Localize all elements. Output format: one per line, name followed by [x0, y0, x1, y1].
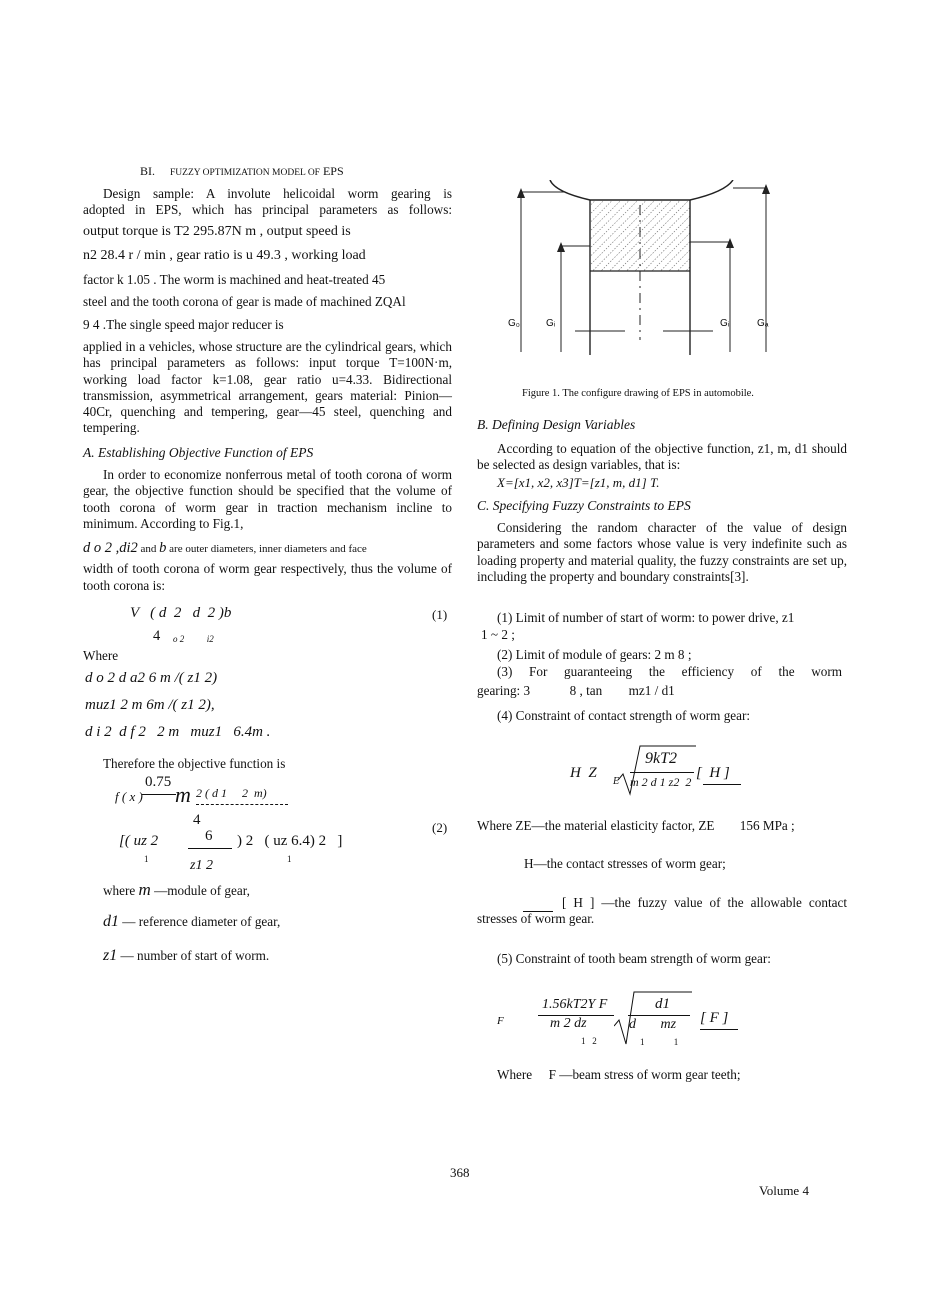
- diameter-symbols: d o 2 ,di2: [83, 540, 138, 556]
- width-symbol: b: [159, 540, 167, 556]
- underline: [700, 1029, 738, 1030]
- constraint-1: (1) Limit of number of start of worm: to power drive, z1: [497, 610, 795, 625]
- section-heading: [140, 164, 344, 179]
- figure-label-gi: Gᵢ: [546, 318, 556, 329]
- text: and: [137, 543, 160, 555]
- line: steel and the tooth corona of gear is made of machined ZQAl: [83, 294, 406, 310]
- text: width of tooth corona of worm gear respectively, thus the volume of tooth corona is:: [83, 561, 452, 593]
- figure-label-ga: Gₐ: [757, 318, 769, 329]
- contact-eq-rhs: [ H ]: [696, 765, 730, 781]
- subsection-a-heading: A. Establishing Objective Function of EPS: [83, 445, 314, 460]
- equation-2-denominator: 4: [193, 812, 201, 828]
- section-title: FUZZY OPTIMIZATION MODEL OF: [170, 168, 320, 178]
- constraint-1-range: 1 ~ 2 ;: [481, 627, 515, 642]
- text: are outer diameters, inner diameters and face: [166, 543, 367, 555]
- equation-2-sub1: 1: [144, 854, 149, 864]
- where-ze: Where ZE—the material elasticity factor, ZE 156 MPa ;: [477, 818, 795, 833]
- where-sigma-f: Where F —beam stress of worm gear teeth;: [497, 1067, 741, 1082]
- fraction-bar: [142, 794, 176, 795]
- where-sigma-h: H—the contact stresses of worm gear;: [524, 856, 726, 871]
- worm-gear-figure: [505, 180, 795, 380]
- line: Design sample: A involute helicoidal worm gearing is: [103, 186, 452, 201]
- definition-paragraph: [83, 540, 452, 594]
- constraint-3-range: gearing: 3 8 , tan mz1 / d1: [477, 683, 675, 698]
- equation-1-subscripts: o 2 i2: [173, 634, 214, 644]
- underline: [703, 784, 741, 785]
- contact-eq-lhs: H Z: [570, 765, 597, 781]
- equation-2-line3a: [( uz 2: [119, 833, 159, 849]
- design-vector: X=[x1, x2, x3]T=[z1, m, d1] T.: [497, 475, 660, 490]
- contact-eq-num: 9kT2: [645, 750, 677, 767]
- fraction-bar: [628, 1015, 690, 1016]
- application-paragraph: applied in a vehicles, whose structure are the cylindrical gears, which has principal parameters as follows: input torque T=100N·m, working load factor k=1.08, gear ratio u=4.33. Bidirectional transmission, asymmetrical arrangement, gears material: Pinion—40Cr, quenching and tempering, gear—45 steel, quenching and tempering.: [83, 339, 452, 436]
- beam-eq-num2: d1: [655, 996, 670, 1012]
- subsection-c-heading: C. Specifying Fuzzy Constraints to EPS: [477, 498, 691, 513]
- constraint-4: (4) Constraint of contact strength of worm gear:: [497, 708, 751, 723]
- equation-2-sub2: 1: [287, 854, 292, 864]
- equation-1-line2: 4: [153, 628, 161, 644]
- equation-2-tail: 2 ( d 1 2 m): [196, 786, 267, 800]
- line: n2 28.4 r / min , gear ratio is u 49.3 , working load: [83, 247, 366, 263]
- objective-paragraph: In order to economize nonferrous metal of tooth corona of worm gear, the objective function should be specified that the volume of tooth corona of worm gear in traction mechanism incline to minimum. According to Fig.1,: [83, 467, 452, 531]
- equation-line: d i 2 d f 2 2 m muz1 6.4m .: [85, 724, 271, 740]
- figure-label-g0: G₀: [508, 318, 520, 329]
- beam-eq-den2-sub: 1 1: [640, 1037, 679, 1047]
- fraction-bar: [196, 804, 288, 805]
- objective-intro: Therefore the objective function is: [103, 756, 286, 771]
- fuzzy-constraints-paragraph: Considering the random character of the value of design parameters and some factors whose value is very indefinite such as loading property and material quality, the fuzzy constraints are set up, including the property and boundary constraints[3].: [477, 520, 847, 584]
- contact-eq-sub: E: [613, 776, 620, 787]
- figure-caption: Figure 1. The configure drawing of EPS in automobile.: [522, 388, 754, 399]
- equation-2-fx: f ( x ): [115, 789, 143, 804]
- beam-eq-lhs: F: [497, 1015, 504, 1027]
- constraint-3: (3) For guaranteeing the efficiency of the worm: [497, 664, 842, 679]
- contact-eq-den: m 2 d 1 z2 2: [630, 775, 692, 789]
- line: 9 4 .The single speed major reducer is: [83, 316, 284, 332]
- equation-2-coef: 0.75: [145, 774, 172, 790]
- equation-2-den: z1 2: [190, 858, 213, 873]
- where-label: Where: [83, 648, 119, 663]
- fraction-bar: [630, 772, 694, 773]
- line: output torque is T2 295.87N m , output speed is: [83, 223, 351, 239]
- beam-eq-den2: d mz: [629, 1017, 677, 1032]
- equation-2-m: m: [175, 782, 191, 807]
- equation-2-six: 6: [205, 828, 213, 844]
- beam-eq-rhs: [ F ]: [700, 1010, 729, 1026]
- equation-1-line1: V ( d 2 d 2 )b: [130, 605, 232, 621]
- definition-d1: d1 — reference diameter of gear,: [103, 913, 281, 930]
- definition-m: where m —module of gear,: [103, 880, 250, 899]
- subsection-b-heading: B. Defining Design Variables: [477, 417, 636, 432]
- where-allowable: [ H ] —the fuzzy value of the allowable contact stresses of worm gear.: [477, 895, 847, 927]
- equation-2-number: (2): [432, 820, 448, 835]
- beam-eq-den1-sub: 1 2: [581, 1036, 597, 1046]
- constraint-5: (5) Constraint of tooth beam strength of worm gear:: [497, 951, 771, 966]
- equation-line: muz1 2 m 6m /( z1 2),: [85, 697, 215, 713]
- equation-line: d o 2 d a2 6 m /( z1 2): [85, 670, 218, 686]
- equation-1-number: (1): [432, 607, 448, 622]
- constraint-2: (2) Limit of module of gears: 2 m 8 ;: [497, 647, 692, 662]
- design-variables-paragraph: According to equation of the objective function, z1, m, d1 should be selected as design variables, that is:: [477, 441, 847, 473]
- equation-2-line3c: ) 2 ( uz 6.4) 2 ]: [237, 833, 343, 849]
- line: adopted in EPS, which has principal parameters as follows:: [83, 202, 452, 218]
- section-number: BI.: [140, 164, 155, 178]
- section-title-end: EPS: [322, 164, 344, 178]
- figure-label-gf: Gᵢ: [720, 318, 730, 329]
- beam-eq-den1: m 2 dz: [550, 1016, 587, 1031]
- definition-z1: z1 — number of start of worm.: [103, 947, 270, 964]
- fraction-bar: [188, 848, 232, 849]
- volume-label: Volume 4: [759, 1183, 809, 1198]
- design-sample-paragraph: [83, 186, 452, 333]
- beam-eq-num1: 1.56kT2Y F: [542, 997, 608, 1012]
- line: factor k 1.05 . The worm is machined and heat-treated 45: [83, 272, 386, 288]
- page-number: 368: [450, 1165, 470, 1180]
